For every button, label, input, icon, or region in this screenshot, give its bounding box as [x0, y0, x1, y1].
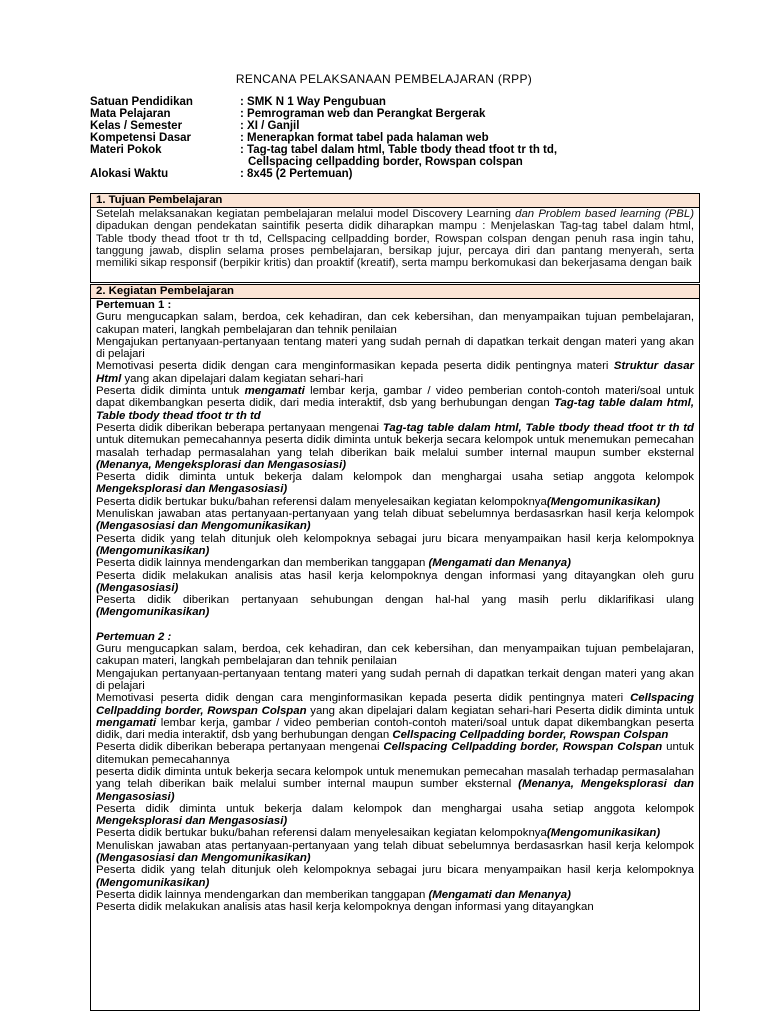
activity-item [96, 385, 694, 422]
text-run-emphasis: (Mengomunikasikan) [96, 544, 210, 557]
activity-item [96, 508, 694, 533]
meta-row-satuan [90, 96, 690, 108]
activity-item [96, 864, 694, 889]
text-run-emphasis: (Mengomunikasikan) [96, 606, 210, 619]
text-run-emphasis: Cellspacing Cellpadding border, Rowspan Colspan [383, 741, 663, 754]
meta-label: Mata Pelajaran [90, 108, 171, 120]
meta-row-kelas [90, 120, 690, 132]
text-run: peserta didik diminta untuk bekerja secara kelompok untuk menemukan pemecahan masalah terhadap permasalahan yang telah diberikan baik melalui sumber internal maupun sumber eksternal [96, 765, 694, 791]
text-run-emphasis: Mengeksplorasi dan Mengasosiasi) [96, 815, 288, 828]
meta-label: Satuan Pendidikan [90, 96, 193, 108]
spacer [96, 619, 694, 631]
text-run: lembar kerja, gambar / video pemberian contoh-contoh materi/soal untuk dapat dikembangkan peserta didik, dari media interaktif, dsb yang berhubungan dengan [96, 716, 694, 742]
text-run-emphasis: Struktur dasar Html [96, 360, 694, 385]
section-header: 1. Tujuan Pembelajaran [91, 194, 699, 208]
text-run-emphasis: (Menanya, Mengeksplorasi dan Mengasosiasi) [96, 458, 347, 471]
activity-item [96, 533, 694, 558]
activity-item [96, 889, 694, 901]
meta-value: : SMK N 1 Way Pengubuan [240, 96, 386, 108]
text-run-emphasis: Tag-tag table dalam html, Table tbody thead tfoot tr th td [382, 421, 694, 434]
kegiatan-body [91, 299, 699, 914]
text-run: untuk ditemukan pemecahannya [96, 741, 695, 766]
activity-item: Peserta didik melakukan analisis atas hasil kerja kelompoknya dengan informasi yang ditayangkan [96, 901, 594, 914]
text-run: yang akan dipelajari dalam kegiatan sehari-hari [121, 372, 364, 385]
activity-item [96, 692, 694, 741]
text-run: Peserta didik diminta untuk [96, 385, 245, 398]
text-run: Peserta didik yang telah ditunjuk oleh kelompoknya sebagai juru bicara menyampaikan hasil kerja kelompoknya [96, 532, 694, 545]
text-run: Peserta didik diberikan beberapa pertanyaan mengenai [96, 421, 383, 434]
meta-value-continuation: Cellspacing cellpadding border, Rowspan colspan [248, 156, 523, 168]
activity-item [96, 360, 694, 385]
meta-label: Kompetensi Dasar [90, 132, 191, 144]
text-run-emphasis: (Mengamati dan Menanya) [428, 557, 571, 570]
activity-item [96, 803, 694, 828]
activity-item [96, 840, 694, 865]
meta-row-mapel [90, 108, 690, 120]
text-run-emphasis: mengamati [244, 385, 305, 398]
text-run: yang akan dipelajari dalam kegiatan sehari-hari Peserta didik diminta untuk [306, 704, 694, 717]
text-run-emphasis: Cellspacing Cellpadding border, Rowspan Colspan [392, 729, 669, 742]
text-run: Peserta didik lainnya mendengarkan dan memberikan tanggapan [96, 557, 429, 570]
text-run-emphasis: Mengeksplorasi dan Mengasosiasi) [96, 483, 288, 496]
text-run: dipadukan dengan pendekatan saintifik peserta didik diharapkan mampu : Menjelaskan Tag-tag tabel dalam html, Table tbody thead tfoot tr th td, Cellspacing cellpadding border, Rowspan colspan dengan penuh rasa ingin tahu, tanggung jawab, displin selama proses pembelajaran, bersikap jujur, percaya diri dan pantang menyerah, serta memiliki sikap responsif (berpikir kritis) dan proaktif (kreatif), serta mampu berkomukasi dan bekerjasama dengan baik [96, 220, 694, 270]
activity-item: Mengajukan pertanyaan-pertanyaan tentang materi yang sudah pernah di dapatkan terkait dengan materi yang akan di pelajari [96, 667, 694, 692]
meta-row-alokasi [90, 168, 690, 180]
text-run: Peserta didik bertukar buku/bahan referensi dalam menyelesaikan kegiatan kelompoknya [96, 827, 547, 840]
text-run: Peserta didik diberikan pertanyaan sehubungan dengan hal-hal yang masih perlu diklarifikasi ulang [96, 594, 694, 607]
activity-item [96, 570, 694, 595]
activity-item [96, 741, 694, 766]
meta-row-materi [90, 144, 690, 168]
text-run: untuk ditemukan pemecahannya peserta didik diminta untuk bekerja secara kelompok untuk menemukan pemecahan masalah terhadap permasalahan yang telah diberikan baik melalui sumber internal maupun sumber eksternal [96, 434, 694, 459]
meta-value: : XI / Ganjil [240, 120, 300, 132]
activity-item [96, 827, 694, 839]
text-run: Peserta didik yang telah ditunjuk oleh kelompoknya sebagai juru bicara menyampaikan hasil kerja kelompoknya [96, 864, 694, 877]
activity-item: Guru mengucapkan salam, berdoa, cek kehadiran, dan cek kebersihan, dan menyampaikan tujuan pembelajaran, cakupan materi, langkah pembelajaran dan tehnik penilaian [96, 311, 694, 336]
meta-label: Kelas / Semester [90, 120, 183, 132]
activity-item [96, 422, 694, 471]
text-run-emphasis: Cellspacing Cellpadding border, Rowspan Colspan [96, 692, 694, 717]
text-run: Peserta didik diberikan beberapa pertanyaan mengenai [96, 741, 384, 754]
meeting-title: Pertemuan 2 : [96, 630, 172, 643]
section-header: 2. Kegiatan Pembelajaran [91, 285, 699, 299]
text-run-emphasis: mengamati [96, 716, 157, 729]
text-run-emphasis: (Mengasosiasi dan Mengomunikasikan) [96, 520, 311, 533]
text-run: Peserta didik melakukan analisis atas hasil kerja kelompoknya dengan informasi yang ditayangkan oleh guru [96, 569, 694, 582]
activity-item [96, 594, 694, 619]
activity-item: Mengajukan pertanyaan-pertanyaan tentang materi yang sudah pernah di dapatkan terkait dengan materi yang akan di pelajari [96, 335, 694, 361]
meta-row-kd [90, 132, 690, 144]
text-run: Memotivasi peserta didik dengan cara menginformasikan kepada peserta didik pentingnya materi [96, 692, 631, 705]
meta-label: Alokasi Waktu [90, 168, 169, 180]
text-run-emphasis: (Mengamati dan Menanya) [428, 888, 571, 901]
text-run-emphasis: (Mengomunikasikan) [546, 827, 661, 840]
meeting-title: Pertemuan 1 : [96, 299, 172, 311]
document-title: RENCANA PELAKSANAAN PEMBELAJARAN (RPP) [235, 72, 533, 86]
text-run-emphasis: (Mengasosiasi dan Mengomunikasikan) [96, 852, 311, 865]
text-run: Peserta didik lainnya mendengarkan dan memberikan tanggapan [96, 888, 429, 901]
text-run-emphasis: (Mengomunikasikan) [546, 495, 661, 508]
text-run: Menuliskan jawaban atas pertanyaan-pertanyaan yang telah dibuat sebelumnya berdasasrkan hasil kerja kelompok [96, 508, 694, 521]
text-run-emphasis: (Mengasosiasi) [96, 581, 179, 594]
meta-label: Materi Pokok [90, 144, 162, 156]
text-run-emphasis: Tag-tag table dalam html, Table tbody thead tfoot tr th td [96, 397, 695, 422]
text-run-emphasis: (Mengomunikasikan) [96, 876, 210, 889]
text-run: Peserta didik diminta untuk bekerja dalam kelompok dan menghargai usaha setiap anggota kelompok [96, 802, 694, 815]
activity-item [96, 557, 694, 569]
text-run: lembar kerja, gambar / video pemberian contoh-contoh materi/soal untuk dapat dikembangkan peserta didik, dari media interaktif, dsb yang berhubungan dengan [96, 385, 694, 410]
tujuan-text [91, 208, 699, 269]
activity-item [96, 471, 694, 496]
text-run: Peserta didik bertukar buku/bahan referensi dalam menyelesaikan kegiatan kelompoknya [96, 495, 547, 508]
text-run: Setelah melaksanakan kegiatan pembelajaran melalui model Discovery Learning [96, 208, 516, 220]
activity-item: Guru mengucapkan salam, berdoa, cek kehadiran, dan cek kebersihan, dan menyampaikan tujuan pembelajaran, cakupan materi, langkah pembelajaran dan tehnik penilaian [96, 643, 694, 668]
activity-item [96, 766, 694, 803]
activity-item [96, 496, 694, 508]
text-run: Peserta didik diminta untuk bekerja dalam kelompok dan menghargai usaha setiap anggota kelompok [96, 471, 694, 484]
text-run-italic: dan Problem based learning (PBL) [515, 208, 694, 220]
tujuan-section [90, 193, 700, 283]
meta-value: : Pemrograman web dan Perangkat Bergerak [240, 108, 486, 120]
meta-value: : 8x45 (2 Pertemuan) [240, 168, 353, 180]
meta-value-group [240, 144, 690, 168]
kegiatan-section [90, 284, 700, 1011]
text-run-emphasis: (Menanya, Mengeksplorasi dan Mengasosiasi) [96, 778, 694, 803]
document-meta [90, 96, 690, 180]
meta-value: : Menerapkan format tabel pada halaman web [240, 132, 489, 144]
meta-value: : Tag-tag tabel dalam html, Table tbody thead tfoot tr th td, [240, 144, 558, 156]
text-run: Memotivasi peserta didik dengan cara menginformasikan kepada peserta didik pentingnya materi [96, 360, 614, 373]
text-run: Menuliskan jawaban atas pertanyaan-pertanyaan yang telah dibuat sebelumnya berdasasrkan hasil kerja kelompok [96, 839, 694, 852]
